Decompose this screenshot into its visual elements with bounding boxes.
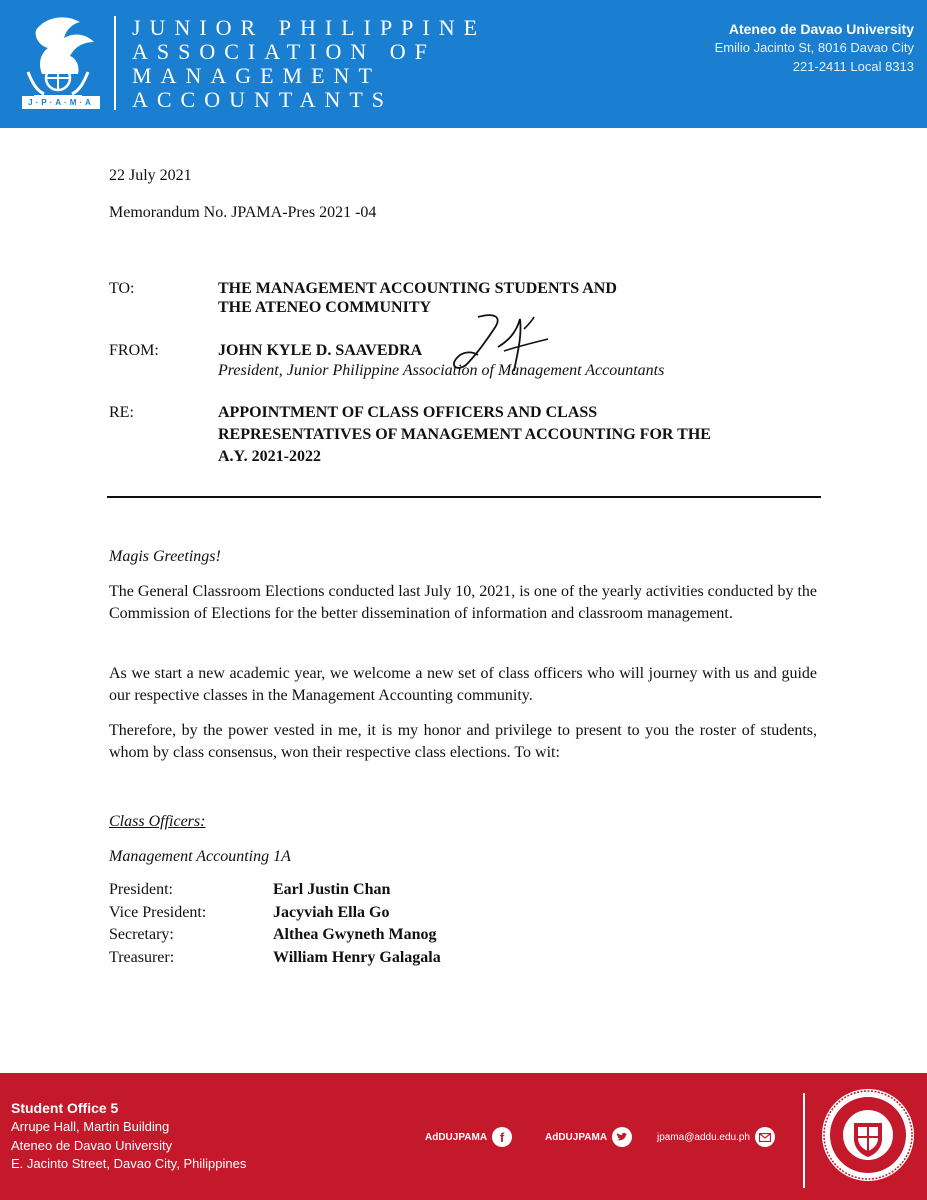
officer-name: William Henry Galagala	[273, 948, 441, 966]
to-line-1: THE MANAGEMENT ACCOUNTING STUDENTS AND	[218, 280, 617, 297]
email-address: jpama@addu.edu.ph	[657, 1131, 750, 1143]
university-address-block	[715, 20, 914, 76]
office-address	[11, 1099, 246, 1174]
footer-divider	[803, 1093, 805, 1188]
office-line: E. Jacinto Street, Davao City, Philippines	[11, 1156, 247, 1171]
university-address: Emilio Jacinto St, 8016 Davao City	[714, 40, 914, 55]
paragraph-1: The General Classroom Elections conducted last July 10, 2021, is one of the yearly activities conducted by the Commission of Elections for the better dissemination of information and classroom management.	[109, 583, 817, 622]
officer-name: Althea Gwyneth Manog	[273, 926, 437, 943]
officer-name: Jacyviah Ella Go	[273, 903, 390, 921]
from-name: JOHN KYLE D. SAAVEDRA	[218, 342, 423, 359]
signature-icon	[448, 307, 556, 377]
email-link[interactable]	[657, 1127, 775, 1147]
ateneo-seal-icon	[820, 1087, 916, 1183]
re-label: RE:	[109, 404, 134, 421]
mail-icon	[755, 1127, 775, 1147]
re-line-1: APPOINTMENT OF CLASS OFFICERS AND CLASS	[218, 404, 598, 421]
class-name: Management Accounting 1A	[109, 848, 291, 865]
letterhead-header	[0, 0, 927, 128]
to-label: TO:	[109, 280, 135, 297]
from-label: FROM:	[109, 342, 159, 359]
twitter-icon	[612, 1127, 632, 1147]
officer-role: Treasurer:	[109, 948, 175, 966]
letterhead-footer	[0, 1073, 927, 1200]
re-line-2: REPRESENTATIVES OF MANAGEMENT ACCOUNTING FOR THE	[218, 426, 711, 443]
officer-name: Earl Justin Chan	[273, 881, 391, 898]
office-line: Ateneo de Davao University	[11, 1137, 173, 1153]
university-phone: 221-2411 Local 8313	[792, 59, 914, 74]
facebook-handle: AdDUJPAMA	[425, 1131, 488, 1143]
re-line-3: A.Y. 2021-2022	[218, 448, 321, 465]
paragraph-2: As we start a new academic year, we welcome a new set of class officers who will journey with us and guide our respective classes in the Management Accounting community.	[109, 665, 817, 704]
organization-name	[132, 16, 486, 112]
org-line: JUNIOR PHILIPPINE	[132, 15, 487, 40]
logo-caption: J·P·A·M·A	[22, 96, 100, 109]
facebook-link[interactable]	[425, 1127, 512, 1147]
header-divider	[114, 16, 116, 110]
officers-heading: Class Officers:	[109, 813, 206, 830]
org-line: ASSOCIATION OF	[132, 39, 436, 64]
to-line-2: THE ATENEO COMMUNITY	[218, 299, 432, 316]
from-title: President, Junior Philippine Association of Management Accountants	[218, 362, 665, 379]
officer-role: President:	[109, 881, 173, 898]
org-line: MANAGEMENT	[132, 63, 381, 88]
officer-role: Secretary:	[109, 926, 174, 943]
university-name: Ateneo de Davao University	[728, 21, 914, 37]
org-line: ACCOUNTANTS	[132, 87, 394, 112]
office-title: Student Office 5	[11, 1100, 119, 1116]
twitter-handle: AdDUJPAMA	[545, 1131, 608, 1143]
greeting: Magis Greetings!	[109, 548, 221, 565]
memo-number: Memorandum No. JPAMA-Pres 2021 -04	[109, 204, 377, 221]
office-line: Arrupe Hall, Martin Building	[11, 1119, 170, 1134]
header-rule	[107, 496, 821, 498]
officer-role: Vice President:	[109, 903, 207, 921]
paragraph-3: Therefore, by the power vested in me, it is my honor and privilege to present to you the roster of students, whom by class consensus, won their respective class elections. To wit:	[109, 722, 817, 761]
memo-date: 22 July 2021	[109, 167, 192, 184]
twitter-link[interactable]	[545, 1127, 632, 1147]
facebook-icon: f	[492, 1127, 512, 1147]
